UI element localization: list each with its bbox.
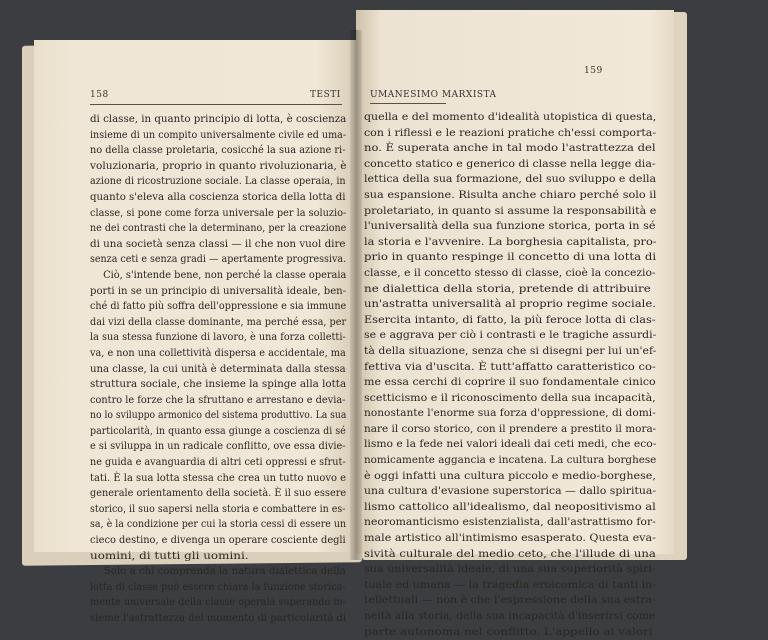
text-line: scetticismo e il riconoscimento della sua incapacità, bbox=[364, 391, 656, 404]
text-line: nare il corso storico, con il prendere a prestito il mora- bbox=[364, 422, 657, 435]
left-head-rule bbox=[90, 104, 342, 105]
text-line: va, e non una collettività dispersa e accidentale, ma bbox=[90, 346, 346, 359]
text-line: classe, e il concetto stesso di classe, cioè la concezio- bbox=[364, 266, 656, 279]
text-line: tuale ed umana — la tragedia eroicomica di tanti in- bbox=[364, 578, 656, 591]
text-line: ché di fatto più soffra dell'oppressione e sia immune bbox=[90, 300, 347, 313]
text-line: neoromanticismo esistenzialista, dall'astrattismo for- bbox=[364, 516, 656, 529]
text-line: parte autonoma nel conflitto. L'appello ai valori bbox=[364, 625, 653, 638]
text-line: lismo e la fede nei valori ideali dai ceti medi, che eco- bbox=[364, 438, 657, 451]
text-line: contro le forze che la sfruttano e arrestano e devia- bbox=[90, 393, 346, 406]
text-line: senza ceti e senza gradi — apertamente progressiva. bbox=[90, 253, 347, 266]
text-line: prio in quanto respinge il concetto di una lotta di bbox=[364, 251, 657, 264]
book-gutter bbox=[350, 30, 362, 560]
text-line: una cultura d'evasione superstoricа — dallo spiritua- bbox=[364, 485, 657, 498]
text-line: di una società senza classi — il che non vuol dire bbox=[90, 237, 346, 250]
text-line: me essa cerchi di coprire il suo fondamentale cinico bbox=[364, 376, 656, 389]
text-line: ne guida e avanguardia di altri ceti oppressi e sfrut- bbox=[90, 456, 346, 469]
right-running-head: UMANESIMO MARXISTA bbox=[370, 90, 497, 100]
left-page-number: 158 bbox=[90, 90, 109, 100]
text-line: tati. È la sua lotta stessa che crea un tutto nuovo e bbox=[90, 471, 346, 484]
text-line: sua espansione. Risulta anche chiaro perché solo il bbox=[364, 188, 657, 201]
text-line: quanto s'eleva alla coscienza storica della lotta di bbox=[90, 190, 346, 203]
text-line: proletariato, in quanto si assume la responsabilità e bbox=[364, 204, 657, 217]
text-line: la storia e l'avvenire. La borghesia capitalista, pro- bbox=[364, 235, 657, 248]
text-line: la sua stessa funzione di lavoro, è una forza colletti- bbox=[90, 331, 346, 344]
text-line: nomicamente aggancia e incatena. La cultura borghese bbox=[364, 454, 657, 467]
text-line: sua universalità ideale, di una sua superiorità spiri- bbox=[364, 563, 656, 576]
text-line: lotta di classe può essere chiara la funzione storica- bbox=[90, 580, 346, 593]
text-line: concetto statico e generico di classe nella legge dia- bbox=[364, 157, 656, 170]
text-line: è oggi infatti una cultura piccolo e medio-borghese, bbox=[364, 469, 656, 482]
text-line: un'astratta universalità al proprio regime sociale. bbox=[364, 298, 656, 311]
text-line: lismo cattolico all'idealismo, dal neopositivismo al bbox=[364, 500, 656, 513]
right-head-rule bbox=[370, 103, 446, 104]
text-line: neità alla storia, della sua incapacità d'inserirsi come bbox=[364, 610, 656, 622]
right-page bbox=[356, 10, 674, 638]
text-line: tellettuali — non è che l'espressione della sua estra- bbox=[364, 594, 657, 607]
text-line: sieme l'astrattezza del momento di particolarità di bbox=[90, 612, 347, 624]
text-line: una classe, la cui unità è determinata dalla stessa bbox=[90, 362, 346, 375]
text-line: Solo a chi comprenda la natura dialettica della bbox=[103, 565, 346, 578]
text-line: sa, è la condizione per cui la storia cessi di essere un bbox=[90, 518, 347, 531]
text-line: voluzionaria, proprio in quanto rivoluzionaria, è bbox=[90, 159, 347, 172]
text-line: azione di ricostruzione sociale. La classe operaia, in bbox=[90, 175, 346, 188]
text-line: di classe, in quanto principio di lotta, è coscienza bbox=[90, 113, 347, 125]
text-line: fettiva via d'uscita. È tutt'affatto caratteristico co- bbox=[364, 360, 656, 373]
text-line: Ciò, s'intende bene, non perché la classe operaia bbox=[103, 268, 347, 281]
text-line: insieme di un compito universalmente civile ed uma- bbox=[90, 128, 347, 141]
text-line: no lo sviluppo armonico del sistema produttivo. La sua bbox=[90, 409, 347, 422]
text-line: sività culturale del medio ceto, che l'illude di una bbox=[364, 547, 656, 560]
text-line: generale orientamento della società. È il suo essere bbox=[90, 487, 347, 500]
text-line: nonostante l'enorme sua forza d'oppressione, di domi- bbox=[364, 407, 656, 420]
left-running-head: TESTI bbox=[310, 90, 341, 100]
text-line: classe, si pone come forza universale per la soluzio- bbox=[90, 206, 347, 219]
text-line: lettica della sua formazione, del suo sviluppo e della bbox=[364, 173, 657, 186]
left-page-text bbox=[90, 112, 346, 627]
text-line: tà della situazione, senza che si disegni per lui un'ef- bbox=[364, 344, 657, 357]
text-line: se e aggrava per ciò i contrasti e le tragiche assurdi- bbox=[364, 329, 657, 342]
text-line: uomini, di tutti gli uomini. bbox=[90, 549, 249, 562]
text-line: quella e del momento d'idealità utopistica di questa, bbox=[364, 111, 657, 123]
text-line: porti in se un principio di universalità ideale, ben- bbox=[90, 284, 347, 297]
text-line: no. È superata anche in tal modo l'astrattezza del bbox=[364, 142, 656, 155]
right-page-number: 159 bbox=[584, 66, 603, 76]
text-line: particolarità, in quanto essa giunge a coscienza di sé bbox=[90, 424, 346, 437]
text-line: dai vizi della classe dominante, ma perché essa, per bbox=[90, 315, 347, 328]
text-line: Esercita intanto, di fatto, la più feroce lotta di clas- bbox=[364, 313, 656, 326]
text-line: struttura sociale, che insieme la spinge alla lotta bbox=[90, 378, 347, 391]
text-line: l'universalità della sua funzione storica, porta in sé bbox=[364, 220, 656, 233]
right-page-text bbox=[364, 110, 656, 640]
text-line: male artistico all'intimismo esasperato. Questa eva- bbox=[364, 532, 656, 545]
text-line: con i riflessi e le reazioni pratiche ch'essi comporta- bbox=[364, 126, 657, 139]
text-line: ne dialettica della storia, pretende di attribuire bbox=[364, 282, 651, 295]
text-line: mente universale della classe operaia superando in- bbox=[90, 596, 347, 609]
text-line: storico, il suo sapersi nella storia e combattere in es- bbox=[90, 502, 346, 515]
text-line: cieco destino, e divenga un operare cosciente degli bbox=[90, 534, 346, 547]
text-line: e si sviluppa in un radicale conflitto, ove essa divie- bbox=[90, 440, 346, 453]
text-line: no della classe proletaria, cosicché la sua azione ri- bbox=[90, 144, 346, 157]
text-line: ne dei contrasti che la determinano, per la creazione bbox=[90, 222, 347, 235]
left-page bbox=[34, 40, 356, 624]
